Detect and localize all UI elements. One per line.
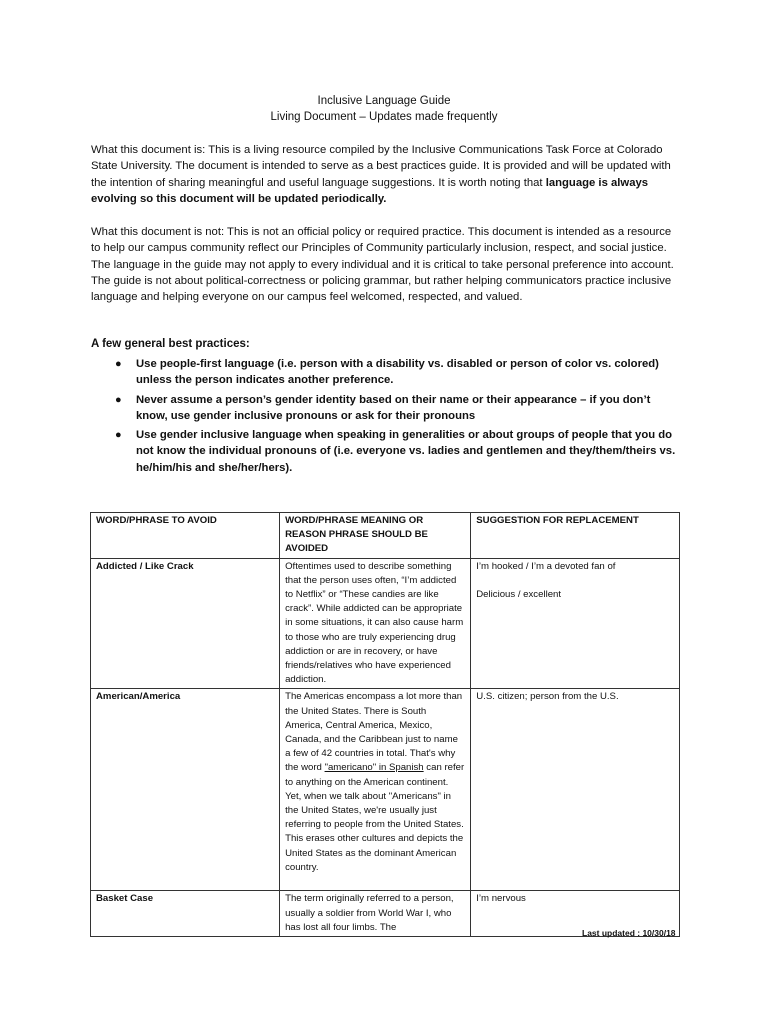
intro-paragraph bbox=[91, 142, 681, 207]
meaning-text: The Americas encompass a lot more than the United States. There is South America, Central America, Mexico, Canada, and the Caribbean just to name a few of 42 countries in total. That's why the word bbox=[285, 691, 463, 774]
language-table bbox=[90, 512, 680, 937]
disclaimer-paragraph: What this document is not: This is not an official policy or required practice. This document is intended as a resource to help our campus community reflect our Principles of Community particularly inclusion, respect, and social justice. The language in the guide may not apply to every individual and it is critical to take personal preference into account. The guide is not about political-correctness or policing grammar, but rather helping communicators practice inclusive language and helping everyone on our campus feel welcomed, respected, and valued. bbox=[91, 226, 674, 304]
suggestion-text: Delicious / excellent bbox=[476, 588, 562, 600]
suggestion-text: I’m hooked / I’m a devoted fan of bbox=[476, 560, 616, 572]
list-item bbox=[91, 356, 681, 389]
column-header-meaning: WORD/PHRASE MEANING OR REASON PHRASE SHOULD BE AVOIDED bbox=[280, 513, 471, 559]
column-header-avoid: WORD/PHRASE TO AVOID bbox=[91, 513, 280, 559]
meaning-cell: Oftentimes used to describe something that the person uses often, “I’m addicted to Netflix” or “These candies are like crack”. While addicted can be appropriate in some situations, it can also cause harm to those who are truly experiencing drug addiction or are in recovery, or have friends/relatives who have experienced addiction. bbox=[280, 558, 471, 689]
bullet-icon: ● bbox=[115, 358, 122, 370]
bullet-icon: ● bbox=[115, 393, 122, 406]
suggestion-cell: U.S. citizen; person from the U.S. bbox=[471, 689, 680, 891]
intro-text: What this document is: This is a living resource compiled by the Inclusive Communications Task Force at Colorado State University. The document is intended to serve as a best practices guide. It is provided and will be updated with the intention of sharing meaningful and useful language suggestions. It is worth noting that bbox=[91, 144, 671, 189]
meaning-cell: The term originally referred to a person, usually a soldier from World War I, who has lost all four limbs. The bbox=[280, 891, 471, 937]
column-header-suggestion: SUGGESTION FOR REPLACEMENT bbox=[471, 513, 680, 559]
table-header-row bbox=[91, 513, 680, 559]
meaning-cell bbox=[280, 689, 471, 891]
document-title: Inclusive Language Guide bbox=[317, 95, 451, 107]
table-row bbox=[91, 689, 680, 891]
practices-list bbox=[91, 356, 681, 479]
table-row bbox=[91, 558, 680, 689]
meaning-text: can refer to anything on the American continent. Yet, when we talk about "Americans" in the United States, we're usually just referring to people from the United States. This erases other cultures and depicts the United States as the dominant American country. bbox=[285, 762, 465, 873]
practices-heading: A few general best practices: bbox=[91, 338, 250, 350]
bullet-icon: ● bbox=[115, 429, 122, 442]
document-subtitle: Living Document – Updates made frequently bbox=[270, 111, 498, 123]
bullet-text: Use people-first language (i.e. person with a disability vs. disabled or person of color vs. colored) unless the person indicates another preference. bbox=[136, 358, 659, 387]
list-item bbox=[91, 392, 681, 425]
suggestion-cell: I’m nervous bbox=[471, 891, 680, 937]
bullet-text: Never assume a person’s gender identity based on their name or their appearance – if you don’t know, use gender inclusive pronouns or ask for their pronouns bbox=[136, 393, 651, 422]
last-updated: Last updated : 10/30/18 bbox=[582, 928, 676, 938]
word-cell: Addicted / Like Crack bbox=[91, 558, 280, 689]
bullet-text: Use gender inclusive language when speaking in generalities or about groups of people that you do not know the individual pronouns of (i.e. everyone vs. ladies and gentlemen and they/them/theirs vs. he/him/his and she/her/hers). bbox=[136, 429, 676, 474]
americano-link[interactable]: "americano" in Spanish bbox=[324, 762, 424, 774]
intro-bold-text: language is always evolving so this document will be updated periodically. bbox=[91, 176, 649, 205]
suggestion-cell bbox=[471, 558, 680, 689]
title-block bbox=[0, 93, 768, 125]
word-cell: Basket Case bbox=[91, 891, 280, 937]
word-cell: American/America bbox=[91, 689, 280, 891]
list-item bbox=[91, 427, 681, 476]
